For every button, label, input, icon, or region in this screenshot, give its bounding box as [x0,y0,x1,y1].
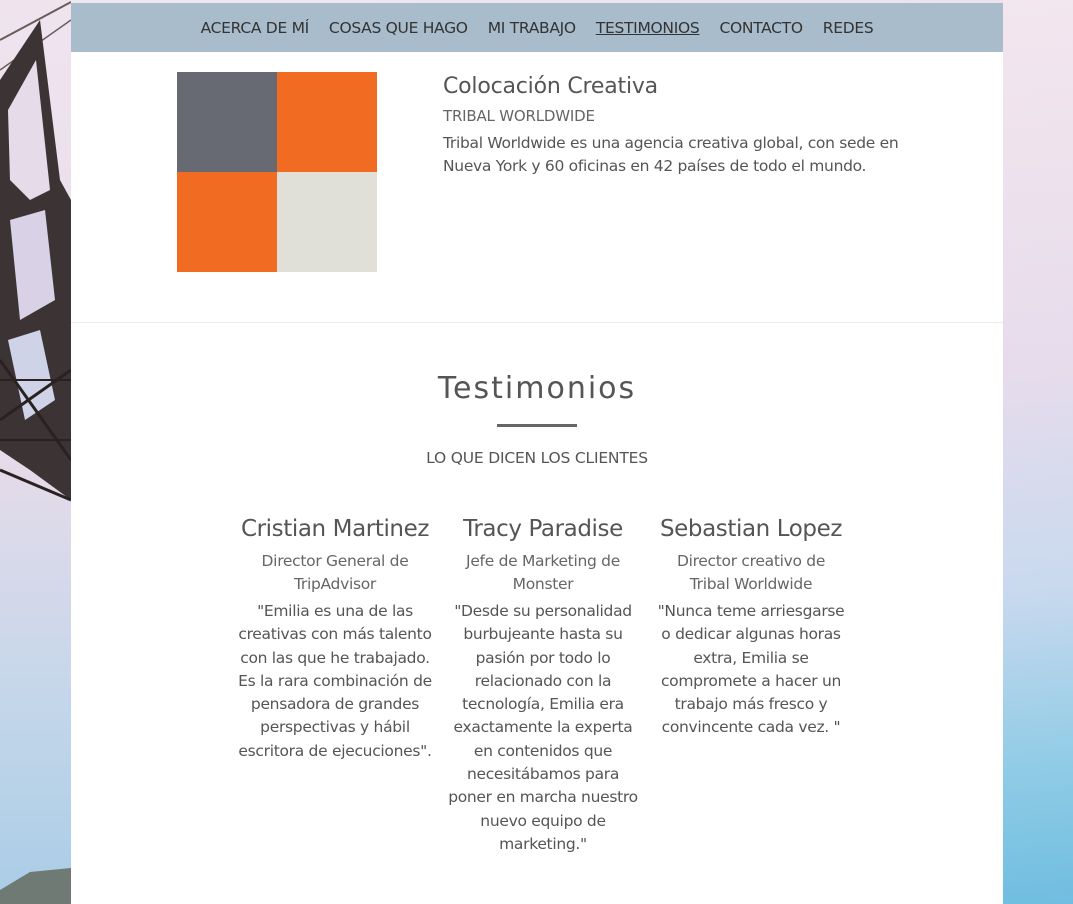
job-title: Colocación Creativa [443,74,658,99]
section-subtitle: LO QUE DICEN LOS CLIENTES [426,449,648,467]
testimonial-card [231,516,439,856]
job-details [443,74,913,178]
testimonial-quote: "Emilia es una de las creativas con más talento con las que he trabajado. Es la rara combinación de pensadora de grandes perspectivas y hábil escritora de ejecuciones". [238,602,432,760]
job-company: TRIBAL WORLDWIDE [443,107,595,125]
logo-square-1 [177,72,277,172]
nav-link-trabajo[interactable]: MI TRABAJO [487,18,576,37]
background-bridge-image [0,0,71,904]
logo-square-3 [177,172,277,272]
page-container [71,3,1003,904]
testimonial-cards [231,516,855,856]
top-navbar [71,3,1003,52]
nav-link-redes[interactable]: REDES [822,18,874,37]
testimonial-name: Cristian Martinez [240,516,430,542]
job-entry [71,52,1003,323]
testimonial-role: Director creativo de Tribal Worldwide [676,552,826,593]
title-divider [497,424,577,427]
job-description: Tribal Worldwide es una agencia creativa global, con sede en Nueva York y 60 oficinas en 42 países de todo el mundo. [443,134,899,175]
nav-link-acerca[interactable]: ACERCA DE MÍ [200,18,309,37]
testimonial-quote: "Nunca teme arriesgarse o dedicar algunas horas extra, Emilia se compromete a hacer un trabajo más fresco y convincente cada vez. " [657,602,845,737]
section-title: Testimonios [437,371,637,406]
company-logo [177,72,377,272]
testimonial-role: Director General de TripAdvisor [261,552,409,593]
testimonial-name: Sebastian Lopez [659,516,843,542]
testimonial-role: Jefe de Marketing de Monster [466,552,620,593]
testimonial-card [647,516,855,856]
logo-square-4 [277,172,377,272]
nav-link-contacto[interactable]: CONTACTO [719,18,803,37]
nav-link-testimonios[interactable]: TESTIMONIOS [595,18,700,37]
background-sky [1003,0,1073,904]
testimonial-card [439,516,647,856]
logo-square-2 [277,72,377,172]
nav-link-cosas[interactable]: COSAS QUE HAGO [328,18,468,37]
testimonial-name: Tracy Paradise [463,516,623,542]
testimonial-quote: "Desde su personalidad burbujeante hasta su pasión por todo lo relacionado con la tecnología, Emilia era exactamente la experta en contenidos que necesitábamos para poner en marcha nuestro nuevo equipo de marketing." [448,602,638,853]
